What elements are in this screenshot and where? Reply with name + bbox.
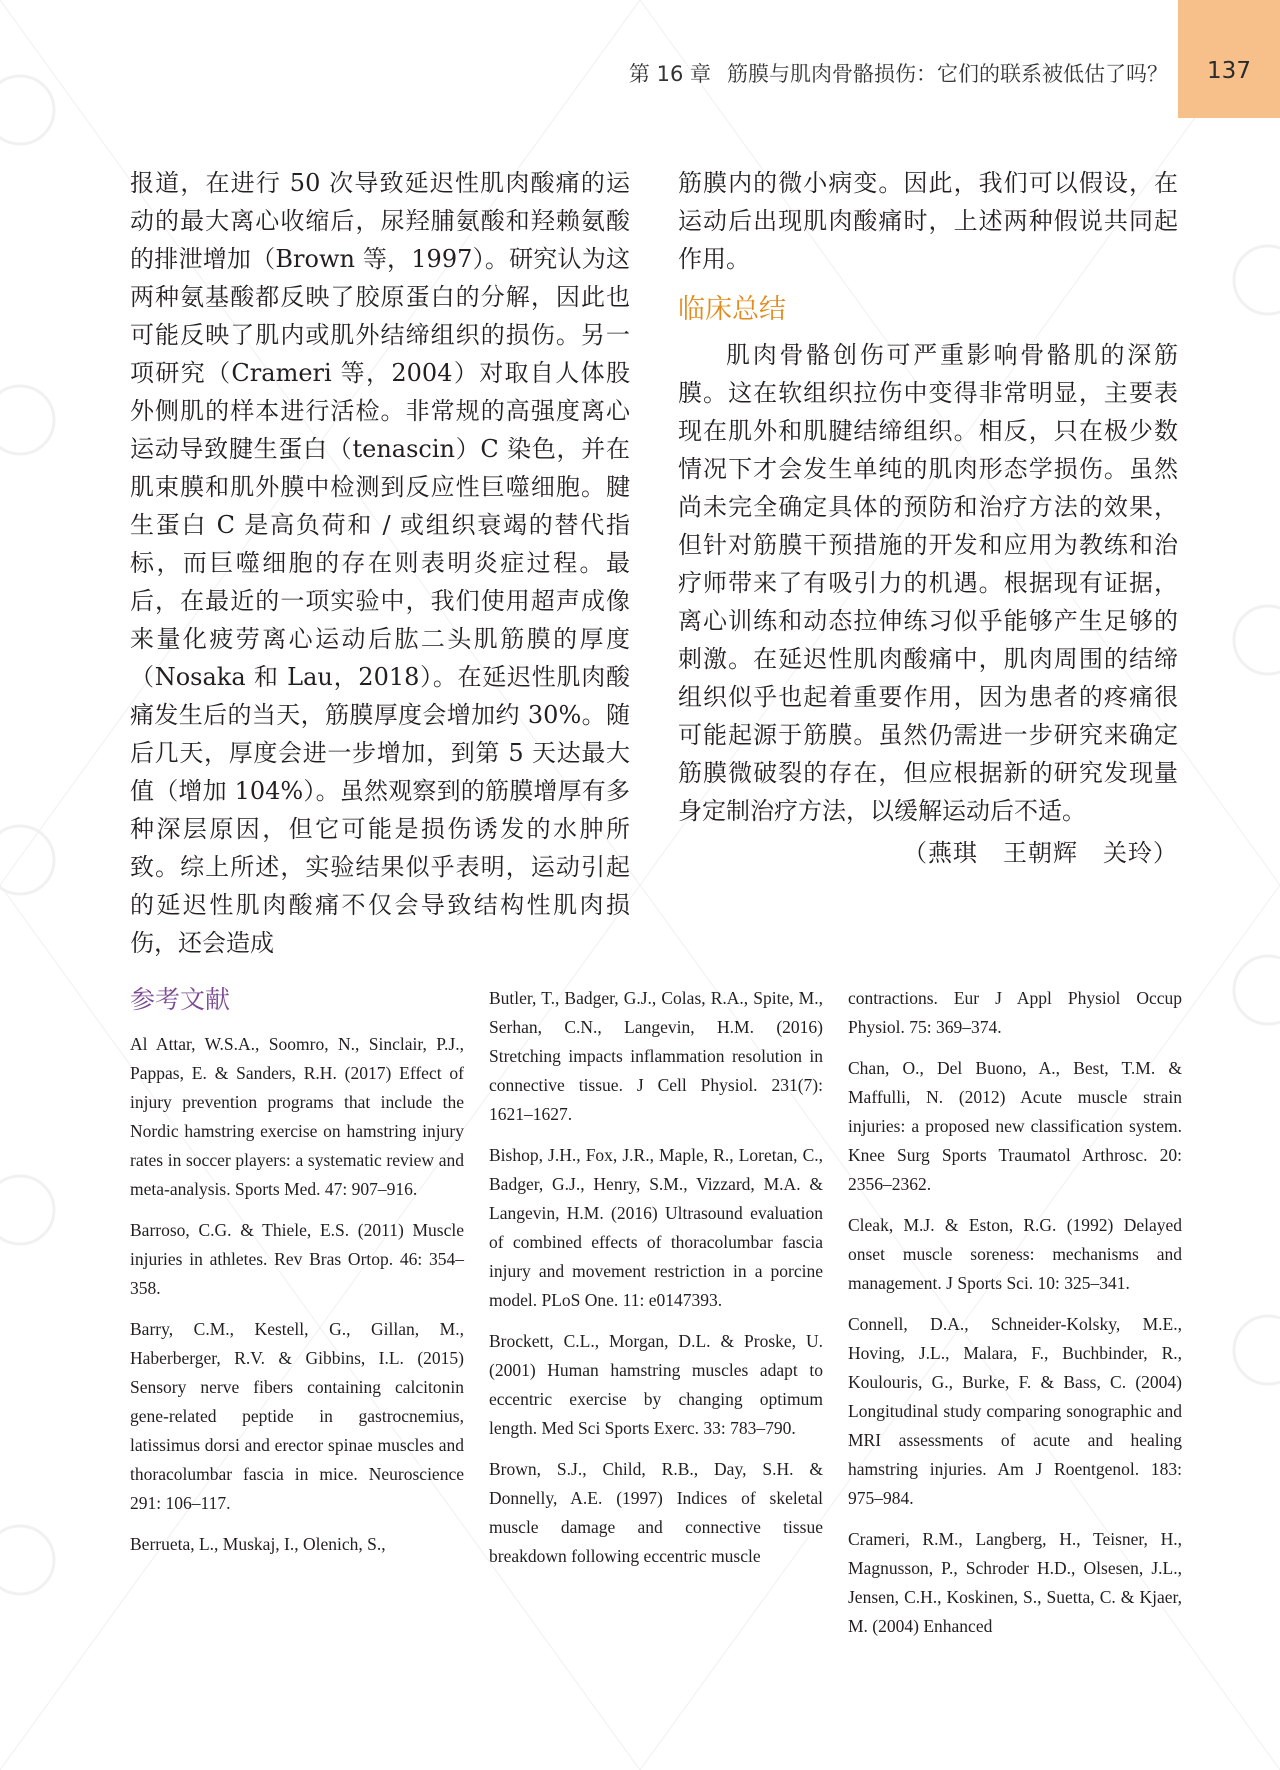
references-column-3 bbox=[848, 984, 1182, 1653]
chapter-number: 第 16 章 bbox=[628, 62, 711, 86]
references-heading: 参考文献 bbox=[130, 985, 231, 1014]
reference-entry: Barry, C.M., Kestell, G., Gillan, M., Haberberger, R.V. & Gibbins, I.L. (2015) Sensory nerve fibers containing calcitonin gene-related peptide in gastrocnemius, latissimus dorsi and erector spinae muscles and thoracolumbar fascia in mice. Neuroscience 291: 106–117. bbox=[130, 1319, 464, 1513]
body-column-left bbox=[130, 164, 630, 962]
reference-entry: Crameri, R.M., Langberg, H., Teisner, H., Magnusson, P., Schroder H.D., Olsesen, J.L., Jensen, C.H., Koskinen, S., Suetta, C. & Kjaer, M. (2004) Enhanced bbox=[848, 1529, 1182, 1636]
reference-entry: Cleak, M.J. & Eston, R.G. (1992) Delayed onset muscle soreness: mechanisms and management. J Sports Sci. 10: 325–341. bbox=[848, 1215, 1182, 1293]
reference-entry: Al Attar, W.S.A., Soomro, N., Sinclair, P.J., Pappas, E. & Sanders, R.H. (2017) Effect of injury prevention programs that include the Nordic hamstring exercise on hamstring injury rates in soccer players: a systematic review and meta-analysis. Sports Med. 47: 907–916. bbox=[130, 1034, 464, 1199]
page-header bbox=[0, 0, 1280, 118]
page-number-tab bbox=[1178, 0, 1280, 118]
chapter-title: 筋膜与肌肉骨骼损伤：它们的联系被低估了吗？ bbox=[727, 62, 1168, 86]
reference-entry: Connell, D.A., Schneider-Kolsky, M.E., Hoving, J.L., Malara, F., Buchbinder, R., Koulouris, G., Burke, F. & Bass, C. (2004) Longitudinal study comparing sonographic and MRI assessments of acute and healing hamstring injuries. Am J Roentgenol. 183: 975–984. bbox=[848, 1314, 1182, 1508]
page-number: 137 bbox=[1207, 58, 1251, 84]
body-paragraph: 报道，在进行 50 次导致延迟性肌肉酸痛的运动的最大离心收缩后，尿羟脯氨酸和羟赖氨酸的排泄增加（Brown 等，1997）。研究认为这两种氨基酸都反映了胶原蛋白的分解，因此也可能反映了肌内或肌外结缔组织的损伤。另一项研究（Crameri 等，2004）对取自人体股外侧肌的样本进行活检。非常规的高强度离心运动导致腱生蛋白（tenascin）C 染色，并在肌束膜和肌外膜中检测到反应性巨噬细胞。腱生蛋白 C 是高负荷和 / 或组织衰竭的替代指标，而巨噬细胞的存在则表明炎症过程。最后，在最近的一项实验中，我们使用超声成像来量化疲劳离心运动后肱二头肌筋膜的厚度（Nosaka 和 Lau，2018）。在延迟性肌肉酸痛发生后的当天，筋膜厚度会增加约 30%。随后几天，厚度会进一步增加，到第 5 天达最大值（增加 104%）。虽然观察到的筋膜增厚有多种深层原因，但它可能是损伤诱发的水肿所致。综上所述，实验结果似乎表明，运动引起的延迟性肌肉酸痛不仅会导致结构性肌肉损伤，还会造成 bbox=[130, 169, 630, 957]
clinical-summary-heading: 临床总结 bbox=[678, 294, 786, 325]
body-column-right bbox=[678, 164, 1178, 872]
clinical-summary-paragraph: 肌肉骨骼创伤可严重影响骨骼肌的深筋膜。这在软组织拉伤中变得非常明显，主要表现在肌外和肌腱结缔组织。相反，只在极少数情况下才会发生单纯的肌肉形态学损伤。虽然尚未完全确定具体的预防和治疗方法的效果，但针对筋膜干预措施的开发和应用为教练和治疗师带来了有吸引力的机遇。根据现有证据，离心训练和动态拉伸练习似乎能够产生足够的刺激。在延迟性肌肉酸痛中，肌肉周围的结缔组织似乎也起着重要作用，因为患者的疼痛很可能起源于筋膜。虽然仍需进一步研究来确定筋膜微破裂的存在，但应根据新的研究发现量身定制治疗方法，以缓解运动后不适。 bbox=[678, 341, 1178, 825]
reference-entry: Barroso, C.G. & Thiele, E.S. (2011) Muscle injuries in athletes. Rev Bras Ortop. 46: 354–358. bbox=[130, 1220, 464, 1298]
reference-entry: contractions. Eur J Appl Physiol Occup Physiol. 75: 369–374. bbox=[848, 988, 1182, 1037]
body-paragraph: 筋膜内的微小病变。因此，我们可以假设，在运动后出现肌肉酸痛时，上述两种假说共同起作用。 bbox=[678, 169, 1178, 273]
reference-entry: Berrueta, L., Muskaj, I., Olenich, S., bbox=[130, 1534, 386, 1554]
reference-entry: Brown, S.J., Child, R.B., Day, S.H. & Donnelly, A.E. (1997) Indices of skeletal muscle damage and connective tissue breakdown following eccentric muscle bbox=[489, 1459, 823, 1566]
reference-entry: Butler, T., Badger, G.J., Colas, R.A., Spite, M., Serhan, C.N., Langevin, H.M. (2016) Stretching impacts inflammation resolution in connective tissue. J Cell Physiol. 231(7): 1621–1627. bbox=[489, 988, 823, 1124]
reference-entry: Bishop, J.H., Fox, J.R., Maple, R., Loretan, C., Badger, G.J., Henry, S.M., Vizzard, M.A. & Langevin, H.M. (2016) Ultrasound evaluation of combined effects of thoracolumbar fascia injury and movement restriction in a porcine model. PLoS One. 11: e0147393. bbox=[489, 1145, 823, 1310]
reference-entry: Chan, O., Del Buono, A., Best, T.M. & Maffulli, N. (2012) Acute muscle strain injuries: a proposed new classification system. Knee Surg Sports Traumatol Arthrosc. 20: 2356–2362. bbox=[848, 1058, 1182, 1194]
running-head bbox=[629, 58, 1168, 88]
references-column-1 bbox=[130, 980, 464, 1571]
reference-entry: Brockett, C.L., Morgan, D.L. & Proske, U. (2001) Human hamstring muscles adapt to eccentric exercise by changing optimum length. Med Sci Sports Exerc. 33: 783–790. bbox=[489, 1331, 823, 1438]
translator-credit: （燕琪 王朝辉 关玲） bbox=[903, 839, 1178, 867]
references-column-2 bbox=[489, 984, 823, 1583]
